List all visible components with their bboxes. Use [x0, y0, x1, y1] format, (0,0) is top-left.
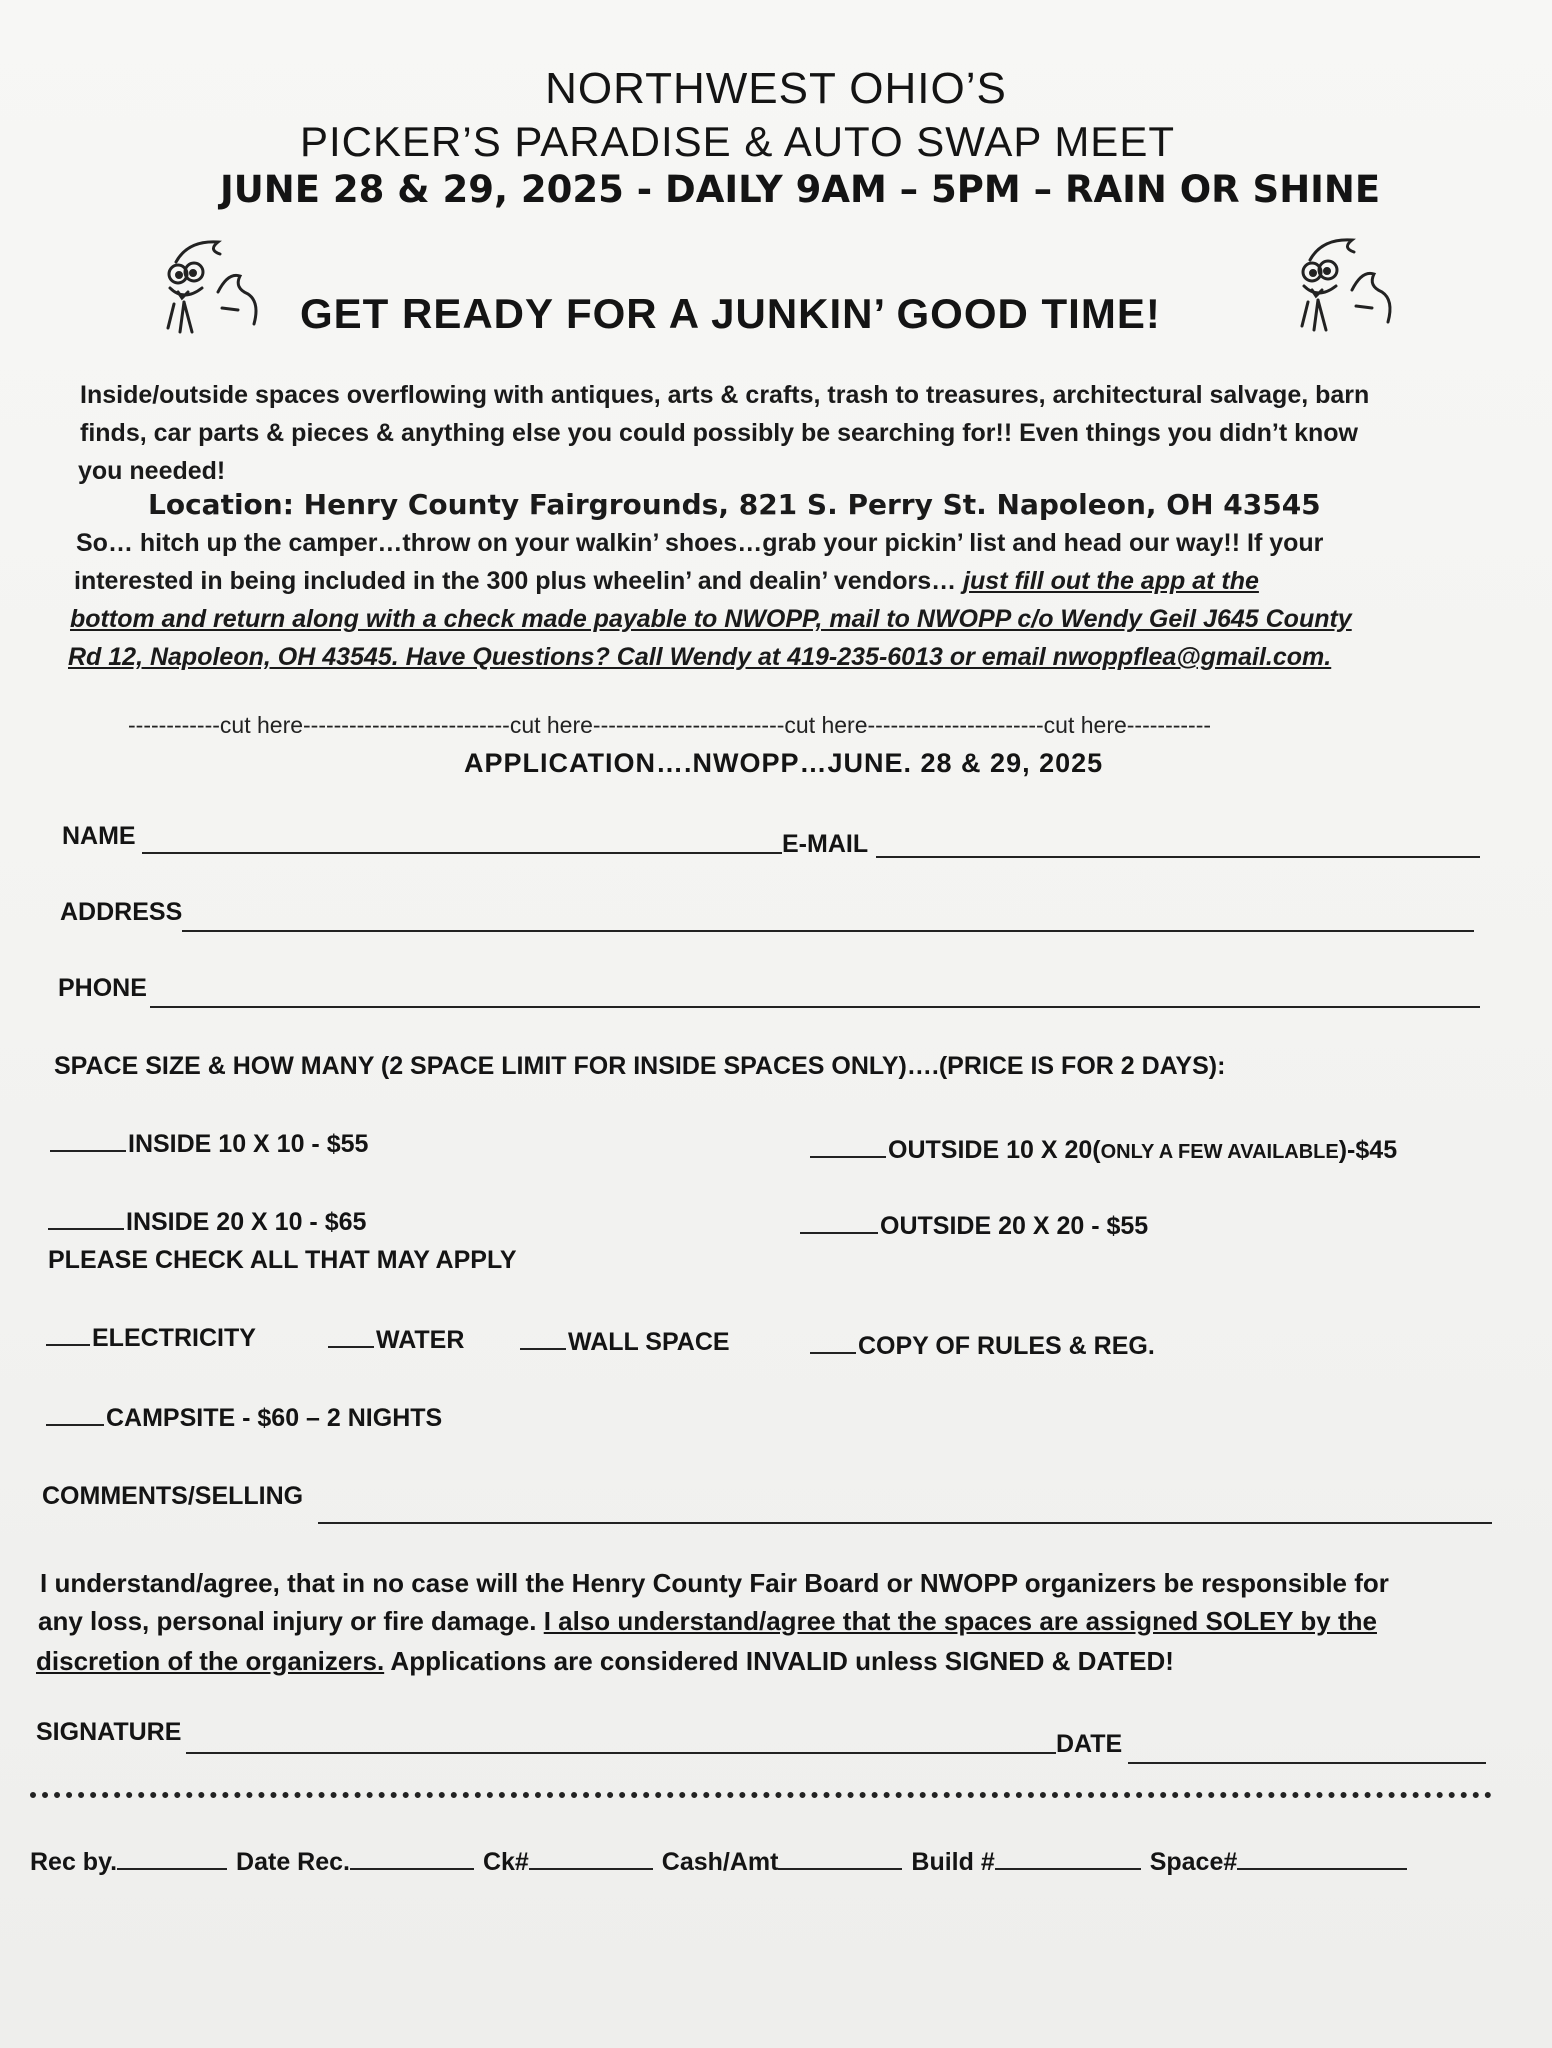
agreement-line-1: I understand/agree, that in no case will the Henry County Fair Board or NWOPP organizers be responsible for [40, 1568, 1389, 1598]
signature-label: SIGNATURE [36, 1718, 182, 1746]
header-dates: JUNE 28 & 29, 2025 - DAILY 9AM – 5PM – RAIN OR SHINE [220, 168, 1381, 211]
ck-label: Ck# [482, 1848, 529, 1876]
outside-10x20-note: ONLY A FEW AVAILABLE [1100, 1141, 1339, 1163]
tagline: GET READY FOR A JUNKIN’ GOOD TIME! [300, 290, 1161, 337]
date-rec-label: Date Rec. [236, 1848, 350, 1876]
campsite-blank[interactable] [46, 1402, 104, 1426]
signature-field[interactable] [186, 1752, 1056, 1754]
cut-here-line: ------------cut here---------------------------cut here-------------------------cut here-----------------------cut here----------- [128, 712, 1212, 738]
electricity-label: ELECTRICITY [92, 1324, 256, 1352]
header-title: NORTHWEST OHIO’S [545, 64, 1007, 113]
phone-label: PHONE [58, 974, 147, 1002]
cash-amt-label: Cash/Amt [661, 1848, 779, 1876]
copy-rules-blank[interactable] [810, 1330, 856, 1354]
copy-rules-label: COPY OF RULES & REG. [858, 1332, 1155, 1360]
intro-line-6-underlined: just fill out the app at the [963, 567, 1259, 595]
outside-10x20-blank[interactable] [810, 1134, 886, 1158]
wall-space-blank[interactable] [520, 1326, 566, 1350]
email-field[interactable] [876, 856, 1480, 858]
comments-label: COMMENTS/SELLING [42, 1482, 304, 1510]
cash-amt-field[interactable] [778, 1846, 902, 1870]
name-field[interactable] [142, 852, 782, 854]
intro-line-7: bottom and return along with a check made payable to NWOPP, mail to NWOPP c/o Wendy Geil J645 County [70, 605, 1352, 633]
check-all-heading: PLEASE CHECK ALL THAT MAY APPLY [48, 1246, 517, 1274]
option-water [328, 1324, 464, 1355]
phone-field[interactable] [150, 1006, 1480, 1008]
build-label: Build # [911, 1848, 995, 1876]
option-inside-10x10 [50, 1128, 368, 1159]
outside-10x20-label-a: OUTSIDE 10 X 20( [888, 1136, 1101, 1164]
dotted-separator [30, 1792, 1492, 1798]
intro-line-6-plain: interested in being included in the 300 plus wheelin’ and dealin’ vendors… [74, 567, 964, 595]
address-field[interactable] [182, 930, 1474, 932]
address-label: ADDRESS [60, 898, 183, 926]
email-label: E-MAIL [782, 830, 869, 858]
rec-by-field[interactable] [117, 1846, 227, 1870]
intro-line-6 [74, 562, 1259, 600]
outside-20x20-label: OUTSIDE 20 X 20 - $55 [880, 1212, 1149, 1240]
electricity-blank[interactable] [46, 1322, 90, 1346]
water-blank[interactable] [328, 1324, 374, 1348]
agreement-line-3 [36, 1646, 1174, 1677]
option-wall-space [520, 1326, 730, 1357]
space-label: Space# [1149, 1848, 1238, 1876]
intro-line-3: you needed! [78, 457, 226, 485]
space-size-heading: SPACE SIZE & HOW MANY (2 SPACE LIMIT FOR INSIDE SPACES ONLY)….(PRICE IS FOR 2 DAYS): [54, 1052, 1226, 1080]
office-use-row [30, 1846, 1409, 1877]
date-field[interactable] [1128, 1762, 1486, 1764]
campsite-label: CAMPSITE - $60 – 2 NIGHTS [106, 1404, 443, 1432]
option-inside-20x10 [48, 1206, 366, 1237]
wall-space-label: WALL SPACE [568, 1328, 730, 1356]
inside-10x10-blank[interactable] [50, 1128, 126, 1152]
intro-line-2: finds, car parts & pieces & anything else you could possibly be searching for!! Even things you didn’t know [80, 419, 1359, 447]
outside-20x20-blank[interactable] [800, 1210, 878, 1234]
inside-20x10-blank[interactable] [48, 1206, 124, 1230]
name-label: NAME [62, 822, 136, 850]
build-field[interactable] [995, 1846, 1141, 1870]
agreement-line-2-underlined: I also understand/agree that the spaces are assigned SOLEY by the [543, 1606, 1377, 1636]
header-subtitle: PICKER’S PARADISE & AUTO SWAP MEET [300, 118, 1175, 165]
agreement-line-2-plain: any loss, personal injury or fire damage. [38, 1606, 544, 1636]
intro-line-1: Inside/outside spaces overflowing with antiques, arts & crafts, trash to treasures, architectural salvage, barn [80, 381, 1370, 409]
agreement-line-3-plain: Applications are considered INVALID unless SIGNED & DATED! [384, 1646, 1174, 1676]
option-outside-20x20 [800, 1210, 1148, 1241]
option-copy-rules [810, 1330, 1155, 1361]
space-field[interactable] [1237, 1846, 1407, 1870]
agreement-line-2 [38, 1606, 1377, 1637]
cartoon-mascot-right [1282, 230, 1412, 340]
inside-10x10-label: INSIDE 10 X 10 - $55 [128, 1130, 369, 1158]
outside-10x20-label-b: )-$45 [1338, 1136, 1398, 1164]
rec-by-label: Rec by. [30, 1848, 118, 1876]
location-line: Location: Henry County Fairgrounds, 821 S. Perry St. Napoleon, OH 43545 [148, 488, 1321, 521]
application-title: APPLICATION….NWOPP…JUNE. 28 & 29, 2025 [464, 748, 1104, 778]
water-label: WATER [376, 1326, 465, 1354]
date-rec-field[interactable] [350, 1846, 474, 1870]
intro-line-8: Rd 12, Napoleon, OH 43545. Have Questions? Call Wendy at 419-235-6013 or email nwoppflea@gmail.com. [68, 643, 1332, 671]
agreement-line-3-underlined: discretion of the organizers. [36, 1646, 385, 1676]
intro-line-5: So… hitch up the camper…throw on your walkin’ shoes…grab your pickin’ list and head our way!! If your [76, 529, 1324, 557]
inside-20x10-label: INSIDE 20 X 10 - $65 [126, 1208, 367, 1236]
comments-field[interactable] [318, 1522, 1492, 1524]
option-outside-10x20 [810, 1134, 1397, 1165]
cartoon-mascot-left [148, 232, 278, 342]
ck-field[interactable] [529, 1846, 653, 1870]
date-label: DATE [1056, 1730, 1123, 1758]
option-campsite [46, 1402, 442, 1433]
option-electricity [46, 1322, 256, 1353]
